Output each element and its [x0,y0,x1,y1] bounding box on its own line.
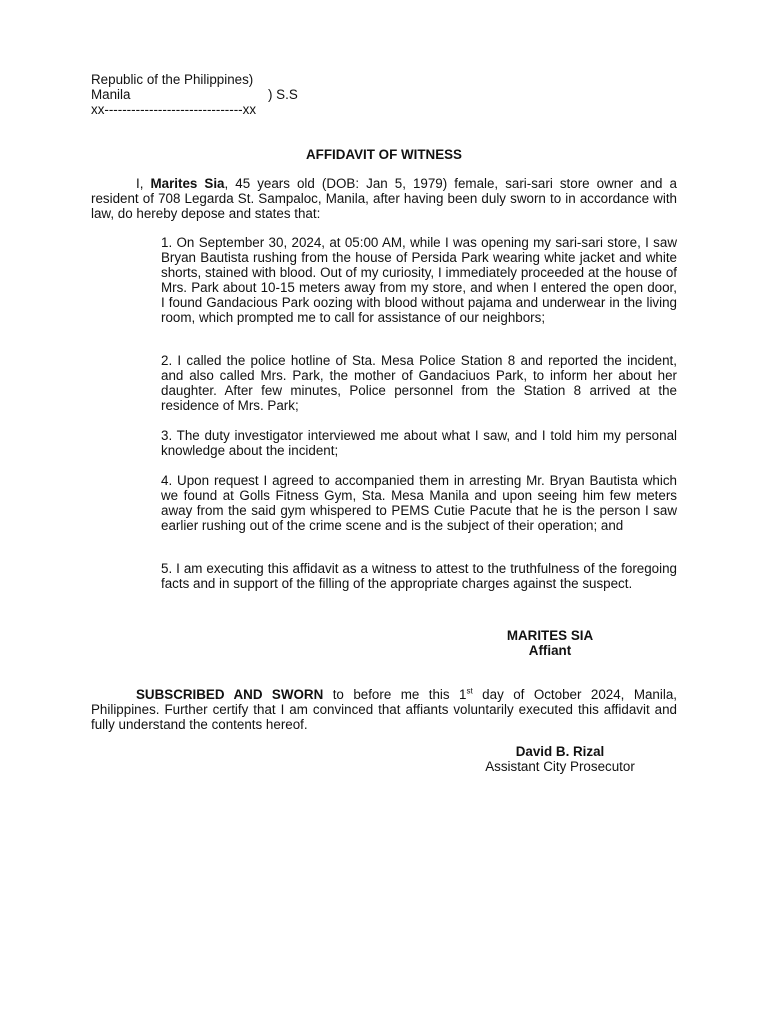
statement-item-3: 3. The duty investigator interviewed me about what I saw, and I told him my personal knowledge about the incident; [161,428,677,458]
jurat-text-a: to before me this 1 [323,687,467,702]
jurat-text-b: day of October 2024, Manila, Philippines. Further certify that I am convinced that affiants voluntarily executed this affidavit and fully understand the contents hereof. [91,687,678,732]
venue-divider: xx-------------------------------xx [91,102,257,117]
statement-item-2: 2. I called the police hotline of Sta. Mesa Police Station 8 and reported the incident, and also called Mrs. Park, the mother of Gandaciuos Park, to inform her about her daughter. After few minutes, Police personnel from the Station 8 arrived at the residence of Mrs. Park; [161,353,677,413]
venue-block [91,72,321,117]
venue-city: Manila [91,87,131,102]
venue-country: Republic of the Philippines) [91,72,254,87]
statement-item-1: 1. On September 30, 2024, at 05:00 AM, while I was opening my sari-sari store, I saw Bryan Bautista rushing from the house of Persida Park wearing white jacket and white shorts, stained with blood. Out of my curiosity, I immediately proceeded at the house of Mrs. Park about 10-15 meters away from my store, and when I entered the open door, I found Gandacious Park oozing with blood without pajama and underwear in the living room, which prompted me to call for assistance of our neighbors; [161,235,677,325]
intro-paragraph [91,176,677,221]
statement-item-4: 4. Upon request I agreed to accompanied them in arresting Mr. Bryan Bautista which we found at Golls Fitness Gym, Sta. Mesa Manila and upon seeing him few meters away from the said gym whispered to PEMS Cutie Pacute that he is the person I saw earlier rushing out of the crime scene and is the subject of their operation; and [161,473,677,533]
intro-text: , 45 years old (DOB: Jan 5, 1979) female, sari-sari store owner and a resident of 708 Legarda St. Sampaloc, Manila, after having been duly sworn to in accordance with law, do hereby depose and states that: [91,176,677,221]
jurat-ordinal: st [466,686,473,696]
affiant-name-inline: Marites Sia [150,176,225,191]
jurat-lead: SUBSCRIBED AND SWORN [136,687,324,702]
prosecutor-title: Assistant City Prosecutor [485,759,635,774]
affiant-signature-name: MARITES SIA [506,628,594,643]
statement-item-5: 5. I am executing this affidavit as a witness to attest to the truthfulness of the foregoing facts and in support of the filling of the appropriate charges against the suspect. [161,561,677,591]
document-title: AFFIDAVIT OF WITNESS [306,147,462,162]
venue-city-row [91,87,321,102]
venue-ss: ) S.S [268,87,298,102]
prosecutor-name: David B. Rizal [515,744,605,759]
affiant-signature-role: Affiant [528,643,572,658]
intro-prefix: I, [136,176,151,191]
jurat-paragraph [91,687,677,732]
